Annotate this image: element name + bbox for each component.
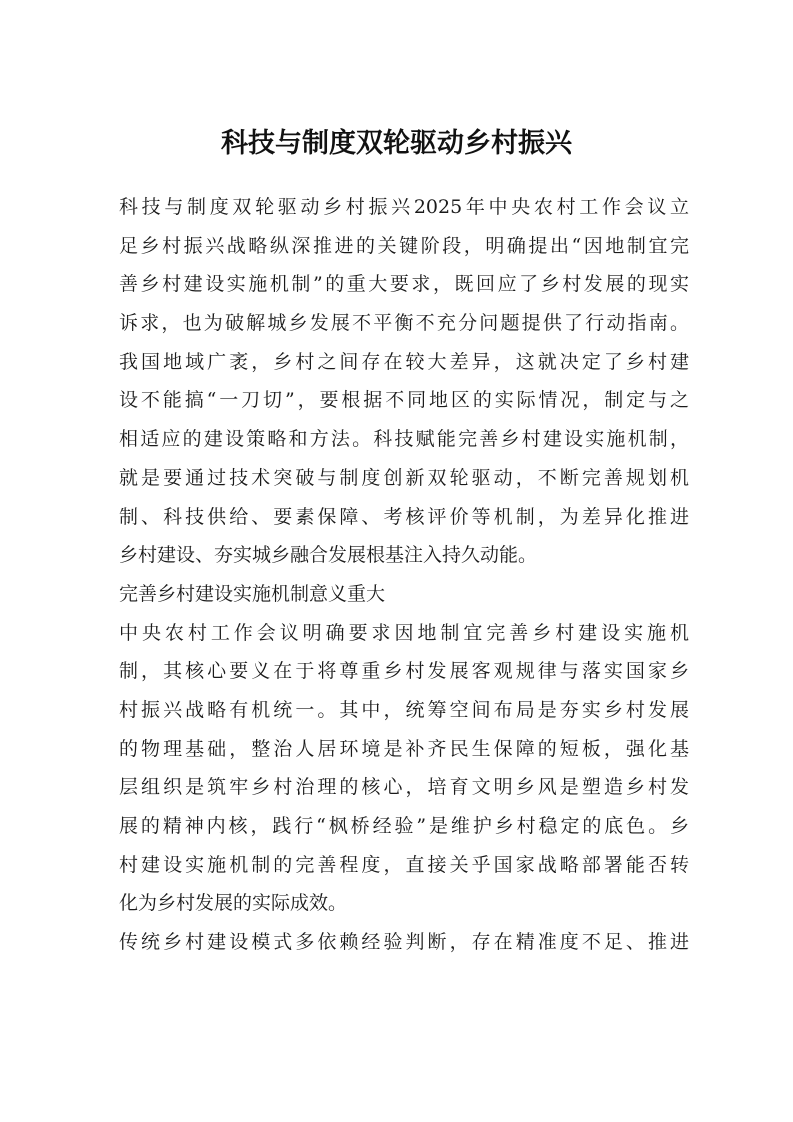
text-line: 展的精神内核，践行“枫桥经验”是维护乡村稳定的底色。乡 — [119, 815, 689, 837]
text-line: 化为乡村发展的实际成效。 — [119, 892, 348, 915]
text-line: 的物理基础，整治人居环境是补齐民生保障的短板，强化基 — [119, 737, 689, 760]
section-heading: 完善乡村建设实施机制意义重大 — [119, 582, 386, 605]
text-line: 我国地域广袤，乡村之间存在较大差异，这就决定了乡村建 — [119, 350, 689, 373]
text-line: 制，其核心要义在于将尊重乡村发展客观规律与落实国家乡 — [119, 660, 689, 683]
document-title: 科技与制度双轮驱动乡村振兴 — [221, 128, 572, 159]
text-line: 诉求，也为破解城乡发展不平衡不充分问题提供了行动指南。 — [119, 312, 689, 335]
text-line: 传统乡村建设模式多依赖经验判断，存在精准度不足、推进 — [119, 931, 689, 954]
text-line: 村振兴战略有机统一。其中，统筹空间布局是夯实乡村发展 — [119, 698, 689, 721]
text-line: 层组织是筑牢乡村治理的核心，培育文明乡风是塑造乡村发 — [119, 776, 689, 799]
text-line: 村建设实施机制的完善程度，直接关乎国家战略部署能否转 — [119, 853, 689, 876]
document-body — [119, 188, 689, 962]
text-line: 就是要通过技术突破与制度创新双轮驱动，不断完善规划机 — [119, 466, 689, 489]
text-line: 善乡村建设实施机制”的重大要求，既回应了乡村发展的现实 — [119, 273, 689, 296]
text-line: 制、科技供给、要素保障、考核评价等机制，为差异化推进 — [119, 505, 689, 528]
text-line: 足乡村振兴战略纵深推进的关键阶段，明确提出“因地制宜完 — [119, 234, 689, 257]
text-line: 相适应的建设策略和方法。科技赋能完善乡村建设实施机制， — [119, 428, 689, 451]
text-line: 设不能搞“一刀切”，要根据不同地区的实际情况，制定与之 — [119, 389, 689, 412]
text-line: 科技与制度双轮驱动乡村振兴2025年中央农村工作会议立 — [119, 196, 689, 218]
text-line: 乡村建设、夯实城乡融合发展根基注入持久动能。 — [119, 544, 538, 567]
text-line: 中央农村工作会议明确要求因地制宜完善乡村建设实施机 — [119, 621, 689, 644]
